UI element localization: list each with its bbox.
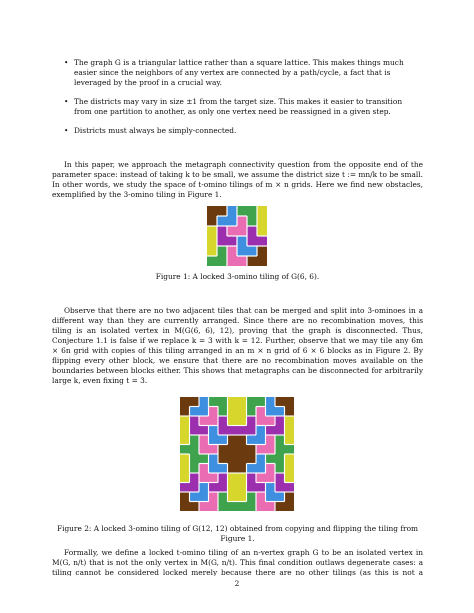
- tiling-cell: [228, 435, 238, 445]
- tiling-cell: [228, 426, 238, 436]
- tiling-cell: [247, 416, 257, 426]
- tiling-cell: [247, 226, 257, 236]
- tiling-cell: [209, 426, 219, 436]
- tiling-cell: [247, 473, 257, 483]
- tiling-cell: [266, 464, 276, 474]
- tiling-cell: [218, 445, 228, 455]
- tiling-cell: [285, 473, 295, 483]
- tiling-cell: [190, 416, 200, 426]
- tiling-cell: [199, 473, 209, 483]
- tiling-cell: [218, 407, 228, 417]
- figure-2-caption: Figure 2: A locked 3-omino tiling of G(12, 12) obtained from copying and flipping the tiling from Figure 1.: [56, 524, 419, 543]
- tiling-cell: [228, 492, 238, 502]
- tiling-cell: [256, 435, 266, 445]
- tiling-cell: [275, 435, 285, 445]
- tiling-cell: [247, 502, 257, 512]
- tiling-cell: [180, 464, 190, 474]
- tiling-cell: [275, 492, 285, 502]
- tiling-cell: [237, 416, 247, 426]
- tiling-cell: [190, 445, 200, 455]
- tiling-cell: [285, 407, 295, 417]
- tiling-cell: [218, 397, 228, 407]
- tiling-cell: [227, 256, 237, 266]
- tiling-cell: [209, 454, 219, 464]
- tiling-grid-6x6: [207, 206, 267, 266]
- tiling-cell: [209, 502, 219, 512]
- tiling-cell: [190, 426, 200, 436]
- tiling-cell: [218, 416, 228, 426]
- tiling-cell: [247, 464, 257, 474]
- paragraph-text: In this paper, we approach the metagraph connectivity question from the opposite end of the parameter space: instead of taking k to be small, we assume the district size t := mn/k to be small. In other words, we study the space of t-omino tilings of m × n grids. Here we find new obstacles, exemplified by the 3-omino tiling in Figure 1.: [52, 160, 423, 199]
- paragraph: [52, 160, 423, 200]
- tiling-cell: [209, 407, 219, 417]
- tiling-cell: [190, 397, 200, 407]
- tiling-cell: [285, 492, 295, 502]
- tiling-cell: [257, 246, 267, 256]
- tiling-cell: [275, 502, 285, 512]
- tiling-cell: [275, 397, 285, 407]
- tiling-cell: [199, 445, 209, 455]
- tiling-cell: [199, 435, 209, 445]
- tiling-cell: [266, 435, 276, 445]
- tiling-cell: [256, 454, 266, 464]
- tiling-cell: [190, 435, 200, 445]
- tiling-cell: [266, 454, 276, 464]
- tiling-cell: [218, 426, 228, 436]
- tiling-cell: [207, 256, 217, 266]
- tiling-cell: [209, 464, 219, 474]
- bullet-text: The graph G is a triangular lattice rather than a square lattice. This makes things much easier since the neighbors of any vertex are connected by a path/cycle, a fact that is leveraged by the proof in a crucial way.: [74, 58, 404, 87]
- tiling-cell: [218, 492, 228, 502]
- tiling-cell: [266, 445, 276, 455]
- tiling-cell: [199, 464, 209, 474]
- tiling-cell: [190, 464, 200, 474]
- tiling-cell: [180, 397, 190, 407]
- tiling-cell: [190, 407, 200, 417]
- tiling-cell: [199, 416, 209, 426]
- paragraph-text: Observe that there are no two adjacent tiles that can be merged and split into 3-ominoes in a different way than they are currently arranged. Since there are no recombination moves, this tiling is an isolated vertex in M(G(6, 6), 12), proving that the graph is disconnected. Thus, Conjecture 1.1 is false if we replace k = 3 with k = 12. Further, observe that we may tile any 6m × 6n grid with copies of this tiling arranged in an m × n grid of 6 × 6 blocks as in Figure 2. By flipping every other block, we ensure that there are no recombination moves available on the boundaries between blocks either. This shows that metagraphs can be disconnected for arbitrarily large k, even fixing t = 3.: [52, 306, 423, 385]
- tiling-cell: [228, 502, 238, 512]
- tiling-cell: [228, 397, 238, 407]
- tiling-cell: [199, 492, 209, 502]
- tiling-cell: [180, 492, 190, 502]
- tiling-cell: [237, 206, 247, 216]
- tiling-cell: [199, 397, 209, 407]
- tiling-cell: [237, 397, 247, 407]
- tiling-cell: [266, 426, 276, 436]
- tiling-cell: [247, 435, 257, 445]
- tiling-cell: [237, 256, 247, 266]
- tiling-cell: [228, 445, 238, 455]
- tiling-cell: [217, 246, 227, 256]
- tiling-cell: [247, 216, 257, 226]
- tiling-cell: [180, 407, 190, 417]
- tiling-cell: [199, 426, 209, 436]
- tiling-cell: [180, 502, 190, 512]
- page-number: 2: [234, 579, 240, 588]
- list-item: • The graph G is a triangular lattice rather than a square lattice. This makes things much easier since the neighbors of any vertex are connected by a path/cycle, a fact that is leveraged by the proof in a crucial way.: [64, 58, 404, 87]
- tiling-cell: [285, 416, 295, 426]
- tiling-grid-12x12: [180, 397, 294, 511]
- tiling-cell: [237, 445, 247, 455]
- tiling-cell: [228, 473, 238, 483]
- tiling-cell: [266, 483, 276, 493]
- tiling-cell: [237, 407, 247, 417]
- tiling-cell: [180, 435, 190, 445]
- tiling-cell: [247, 246, 257, 256]
- tiling-cell: [199, 407, 209, 417]
- tiling-cell: [247, 397, 257, 407]
- tiling-cell: [256, 464, 266, 474]
- tiling-cell: [237, 216, 247, 226]
- tiling-cell: [180, 416, 190, 426]
- tiling-cell: [237, 435, 247, 445]
- tiling-cell: [209, 416, 219, 426]
- tiling-cell: [227, 216, 237, 226]
- tiling-cell: [247, 236, 257, 246]
- tiling-cell: [275, 407, 285, 417]
- tiling-cell: [256, 473, 266, 483]
- tiling-cell: [256, 502, 266, 512]
- tiling-cell: [227, 246, 237, 256]
- tiling-cell: [228, 454, 238, 464]
- tiling-cell: [256, 445, 266, 455]
- tiling-cell: [247, 492, 257, 502]
- tiling-cell: [218, 473, 228, 483]
- tiling-cell: [207, 236, 217, 246]
- tiling-cell: [256, 426, 266, 436]
- tiling-cell: [209, 473, 219, 483]
- tiling-cell: [266, 407, 276, 417]
- tiling-cell: [266, 502, 276, 512]
- tiling-cell: [285, 483, 295, 493]
- tiling-cell: [256, 416, 266, 426]
- tiling-cell: [237, 502, 247, 512]
- tiling-cell: [190, 483, 200, 493]
- bullet-text: The districts may vary in size ±1 from the target size. This makes it easier to transition from one partition to another, as only one vertex need be reassigned in a given step.: [74, 97, 403, 116]
- tiling-cell: [218, 483, 228, 493]
- tiling-cell: [257, 226, 267, 236]
- tiling-cell: [275, 426, 285, 436]
- tiling-cell: [207, 246, 217, 256]
- tiling-cell: [217, 226, 227, 236]
- tiling-cell: [227, 226, 237, 236]
- tiling-cell: [285, 464, 295, 474]
- tiling-cell: [228, 407, 238, 417]
- tiling-cell: [275, 454, 285, 464]
- tiling-cell: [237, 236, 247, 246]
- tiling-cell: [227, 206, 237, 216]
- tiling-cell: [285, 445, 295, 455]
- tiling-cell: [275, 473, 285, 483]
- tiling-cell: [275, 445, 285, 455]
- tiling-cell: [266, 416, 276, 426]
- tiling-cell: [256, 407, 266, 417]
- tiling-cell: [285, 426, 295, 436]
- tiling-cell: [247, 426, 257, 436]
- tiling-cell: [237, 492, 247, 502]
- tiling-cell: [256, 492, 266, 502]
- tiling-cell: [275, 464, 285, 474]
- tiling-cell: [247, 256, 257, 266]
- tiling-cell: [237, 483, 247, 493]
- tiling-cell: [180, 426, 190, 436]
- paragraph: [52, 306, 423, 386]
- bullet-list: [62, 58, 422, 145]
- tiling-cell: [247, 483, 257, 493]
- tiling-cell: [257, 256, 267, 266]
- paragraph: [52, 548, 423, 576]
- tiling-cell: [266, 397, 276, 407]
- tiling-cell: [285, 502, 295, 512]
- tiling-cell: [228, 483, 238, 493]
- tiling-cell: [266, 473, 276, 483]
- tiling-cell: [237, 426, 247, 436]
- paragraph-text: Formally, we define a locked t-omino tiling of an n-vertex graph G to be an isolated vertex in M(G, n/t) that is not the only vertex in M(G, n/t). This final condition outlaws degenerate cases: a tiling cannot be considered locked merely because there are no other tilings (as this is not a: [52, 548, 423, 576]
- tiling-cell: [217, 216, 227, 226]
- tiling-cell: [228, 416, 238, 426]
- tiling-cell: [209, 435, 219, 445]
- tiling-cell: [209, 483, 219, 493]
- list-item: • The districts may vary in size ±1 from the target size. This makes it easier to transition from one partition to another, as only one vertex need be reassigned in a given step.: [64, 97, 403, 116]
- tiling-cell: [228, 464, 238, 474]
- tiling-cell: [247, 445, 257, 455]
- tiling-cell: [237, 246, 247, 256]
- tiling-cell: [285, 435, 295, 445]
- tiling-cell: [247, 206, 257, 216]
- tiling-cell: [209, 445, 219, 455]
- tiling-cell: [257, 206, 267, 216]
- tiling-cell: [275, 416, 285, 426]
- bullet-text: Districts must always be simply-connected.: [74, 126, 237, 135]
- figure-2-tiling: [180, 397, 294, 511]
- tiling-cell: [237, 226, 247, 236]
- tiling-cell: [209, 397, 219, 407]
- tiling-cell: [218, 502, 228, 512]
- tiling-cell: [209, 492, 219, 502]
- tiling-cell: [190, 492, 200, 502]
- tiling-cell: [275, 483, 285, 493]
- tiling-cell: [199, 454, 209, 464]
- figure-1-caption: Figure 1: A locked 3-omino tiling of G(6, 6).: [155, 272, 320, 281]
- tiling-cell: [207, 216, 217, 226]
- tiling-cell: [180, 445, 190, 455]
- tiling-cell: [247, 454, 257, 464]
- tiling-cell: [285, 454, 295, 464]
- tiling-cell: [227, 236, 237, 246]
- tiling-cell: [180, 454, 190, 464]
- tiling-cell: [180, 483, 190, 493]
- tiling-cell: [218, 464, 228, 474]
- tiling-cell: [266, 492, 276, 502]
- tiling-cell: [207, 226, 217, 236]
- tiling-cell: [207, 206, 217, 216]
- tiling-cell: [285, 397, 295, 407]
- tiling-cell: [217, 256, 227, 266]
- tiling-cell: [218, 454, 228, 464]
- tiling-cell: [217, 236, 227, 246]
- list-item: • Districts must always be simply-connected.: [64, 126, 237, 135]
- tiling-cell: [247, 407, 257, 417]
- tiling-cell: [217, 206, 227, 216]
- tiling-cell: [257, 216, 267, 226]
- tiling-cell: [237, 454, 247, 464]
- tiling-cell: [237, 464, 247, 474]
- tiling-cell: [190, 473, 200, 483]
- tiling-cell: [190, 502, 200, 512]
- tiling-cell: [237, 473, 247, 483]
- tiling-cell: [199, 483, 209, 493]
- tiling-cell: [256, 397, 266, 407]
- tiling-cell: [256, 483, 266, 493]
- figure-1-tiling: [207, 206, 267, 266]
- tiling-cell: [199, 502, 209, 512]
- tiling-cell: [218, 435, 228, 445]
- tiling-cell: [180, 473, 190, 483]
- tiling-cell: [257, 236, 267, 246]
- tiling-cell: [190, 454, 200, 464]
